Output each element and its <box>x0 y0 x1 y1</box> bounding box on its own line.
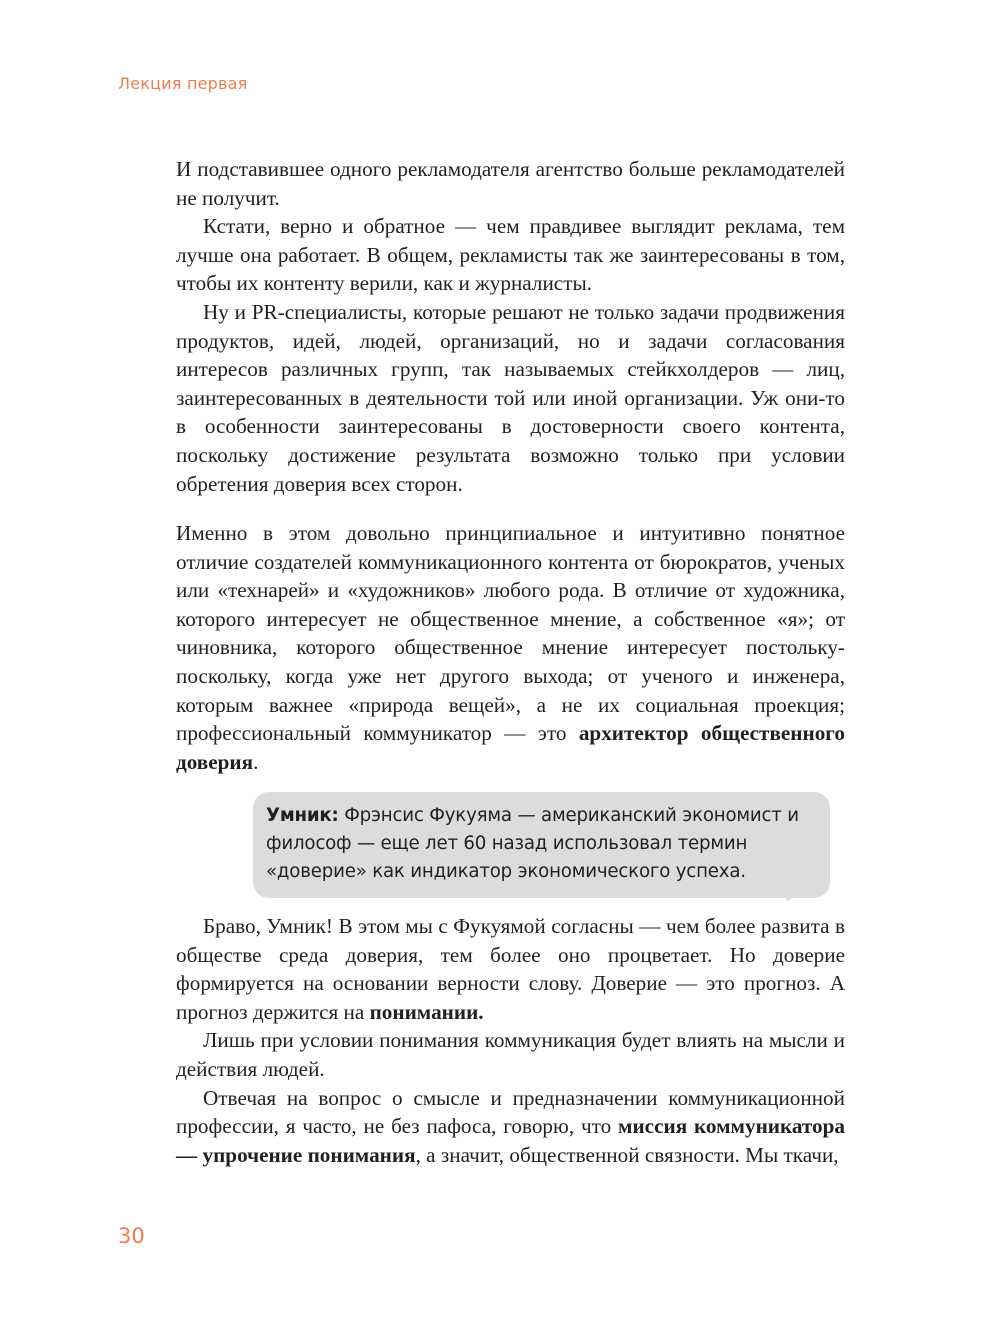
callout-speaker: Умник: <box>266 805 339 826</box>
paragraph <box>176 912 845 1026</box>
text-block-architect <box>176 519 845 776</box>
paragraph-end: , а значит, общественной связности. Мы ткачи, <box>415 1142 839 1167</box>
paragraph: Лишь при условии понимания коммуникация будет влиять на мысли и действия людей. <box>176 1028 845 1081</box>
bold-phrase: понимании. <box>369 999 484 1024</box>
running-head: Лекция первая <box>118 74 248 93</box>
paragraph: Ну и PR-специалисты, которые решают не только задачи продвижения продуктов, идей, людей, организаций, но и задачи согласования интересов различных групп, так называемых стейкхолдеров — лиц, заинтересованных в деятельности той или иной организации. Уж они-то в особенности заинтересованы в достоверности своего контента, поскольку достижение результата возможно только при условии обретения доверия всех сторон. <box>176 299 845 496</box>
callout-text: Фрэнсис Фукуяма — американский экономист и философ — еще лет 60 назад использовал термин «доверие» как индикатор экономического успеха. <box>266 805 799 882</box>
bold-phrase: архитектор общественного доверия <box>176 721 845 774</box>
text-block-understanding <box>176 912 845 1169</box>
paragraph-text: Отвечая на вопрос о смысле и предназначении коммуникационной профессии, я часто, не без пафоса, говорю, что <box>176 1085 845 1139</box>
paragraph-end: . <box>253 749 259 774</box>
bold-phrase: миссия коммуникатора — упрочение понимания <box>176 1114 846 1167</box>
paragraph <box>176 1084 845 1170</box>
paragraph-text: Именно в этом довольно принципиальное и интуитивно понятное отличие создателей коммуникационного контента от бюрократов, ученых или «технарей» и «художников» любого рода. В отличие от художника, которого интересует не общественное мнение, а собственное «я»; от чиновника, которого общественное мнение интересует постольку-поскольку, когда уже нет другого выхода; от ученого и инженера, которым важнее «природа вещей», а не их социальная проекция; профессиональный коммуникатор — это <box>176 521 845 746</box>
paragraph: Кстати, верно и обратное — чем правдивее выглядит реклама, тем лучше она работает. В общем, рекламисты так же заинтересованы в том, чтобы их контенту верили, как и журналисты. <box>176 214 845 296</box>
paragraph: И подставившее одного рекламодателя агентство больше рекламодателей не получит. <box>176 157 845 210</box>
callout-bubble <box>253 792 830 898</box>
speech-tail-icon <box>775 888 802 902</box>
text-block-intro <box>176 155 845 498</box>
paragraph-text: Браво, Умник! В этом мы с Фукуямой согласны — чем более развита в обществе среда доверия, тем более оно процветает. Но доверие формируется на основании верности слову. Доверие — это прогноз. А прогноз держится на <box>176 914 845 1024</box>
page-number: 30 <box>118 1224 145 1248</box>
paragraph <box>176 519 845 776</box>
